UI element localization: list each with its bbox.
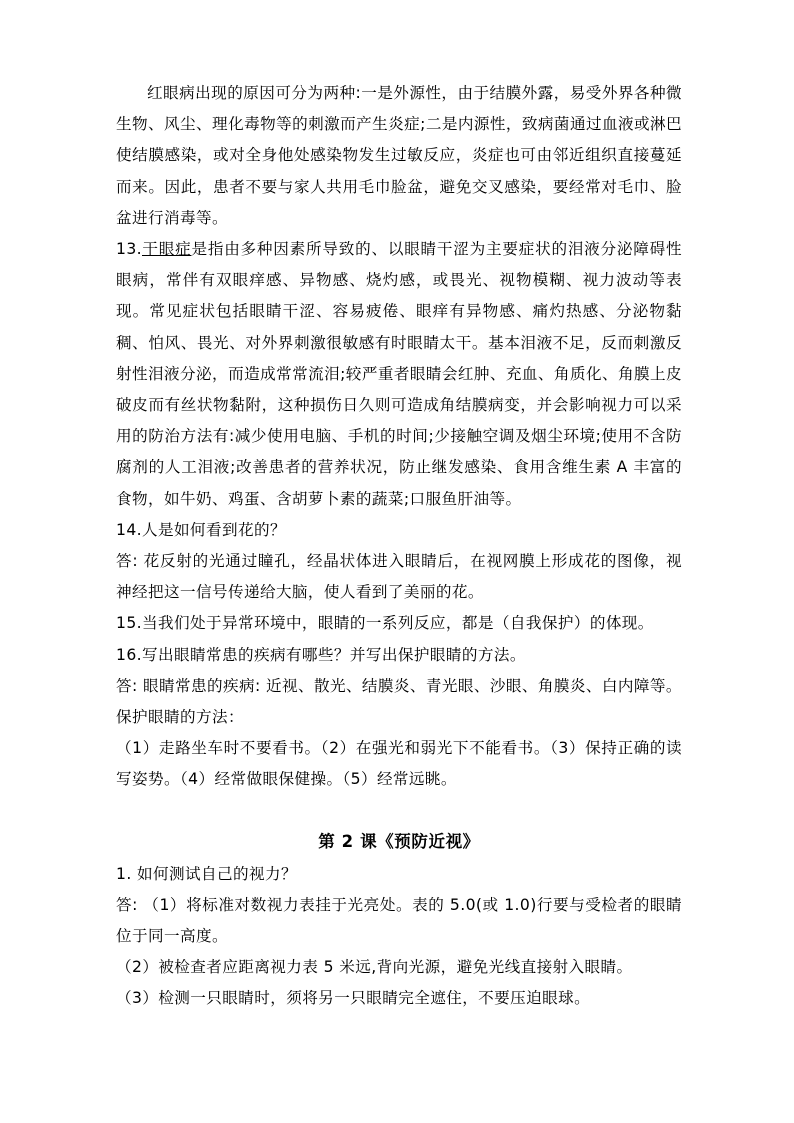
- paragraph-red-eye-causes: 红眼病出现的原因可分为两种:一是外源性，由于结膜外露，易受外界各种微生物、风尘、理化毒物等的刺激而产生炎症;二是内源性，致病菌通过血液或淋巴使结膜感染，或对全身他处感染物发生过敏反应，炎症也可由邻近组织直接蔓延而来。因此，患者不要与家人共用毛巾脸盆，避免交叉感染，要经常对毛巾、脸盆进行消毒等。: [116, 84, 682, 227]
- paragraph-dry-eye: [116, 234, 682, 515]
- document-page: [116, 78, 682, 1015]
- answer-16-diseases: 答: 眼睛常患的疾病: 近视、散光、结膜炎、青光眼、沙眼、角膜炎、白内障等。: [116, 676, 682, 695]
- question-16: 16.写出眼睛常患的疾病有哪些？并写出保护眼睛的方法。: [116, 645, 526, 664]
- term-dry-eye: 干眼症: [142, 240, 192, 259]
- lesson2-answer-step-3: （3）检测一只眼睛时，须将另一只眼睛完全遮住，不要压迫眼球。: [116, 989, 591, 1008]
- question-number-13: 13.: [116, 240, 142, 259]
- lesson2-answer-step-2: （2）被检查者应距离视力表 5 米远,背向光源，避免光线直接射入眼睛。: [116, 958, 633, 977]
- lesson2-answer-step-1: 答: （1）将标准对数视力表挂于光亮处。表的 5.0(或 1.0)行要与受检者的眼睛位于同一高度。: [116, 895, 682, 946]
- lesson2-question-1: 1. 如何测试自己的视力？: [116, 864, 297, 883]
- dry-eye-description: 是指由多种因素所导致的、以眼睛干涩为主要症状的泪液分泌障碍性眼病，常伴有双眼痒感、异物感、烧灼感，或畏光、视物模糊、视力波动等表现。常见症状包括眼睛干涩、容易疲倦、眼痒有异物感、痛灼热感、分泌物黏稠、怕风、畏光、对外界刺激很敏感有时眼睛太干。基本泪液不足，反而刺激反射性泪液分泌，而造成常常流泪;较严重者眼睛会红肿、充血、角质化、角膜上皮破皮而有丝状物黏附，这种损伤日久则可造成角结膜病变，并会影响视力可以采用的防治方法有:减少使用电脑、手机的时间;少接触空调及烟尘环境;使用不含防腐剂的人工泪液;改善患者的营养状况，防止继发感染、食用含维生素 A 丰富的食物，如牛奶、鸡蛋、含胡萝卜素的蔬菜;口服鱼肝油等。: [116, 240, 682, 508]
- answer-16-protection-heading: 保护眼睛的方法：: [116, 708, 244, 727]
- answer-16-protection-list: （1）走路坐车时不要看书。（2）在强光和弱光下不能看书。（3）保持正确的读写姿势。（4）经常做眼保健操。（5）经常远眺。: [116, 739, 682, 789]
- lesson-title: 第 2 课《预防近视》: [318, 831, 480, 851]
- question-15: 15.当我们处于异常环境中，眼睛的一系列反应，都是（自我保护）的体现。: [116, 614, 654, 633]
- question-14: 14.人是如何看到花的？: [116, 520, 286, 539]
- answer-14: 答: 花反射的光通过瞳孔，经晶状体进入眼睛后，在视网膜上形成花的图像，视神经把这一信号传递给大脑，使人看到了美丽的花。: [116, 552, 682, 602]
